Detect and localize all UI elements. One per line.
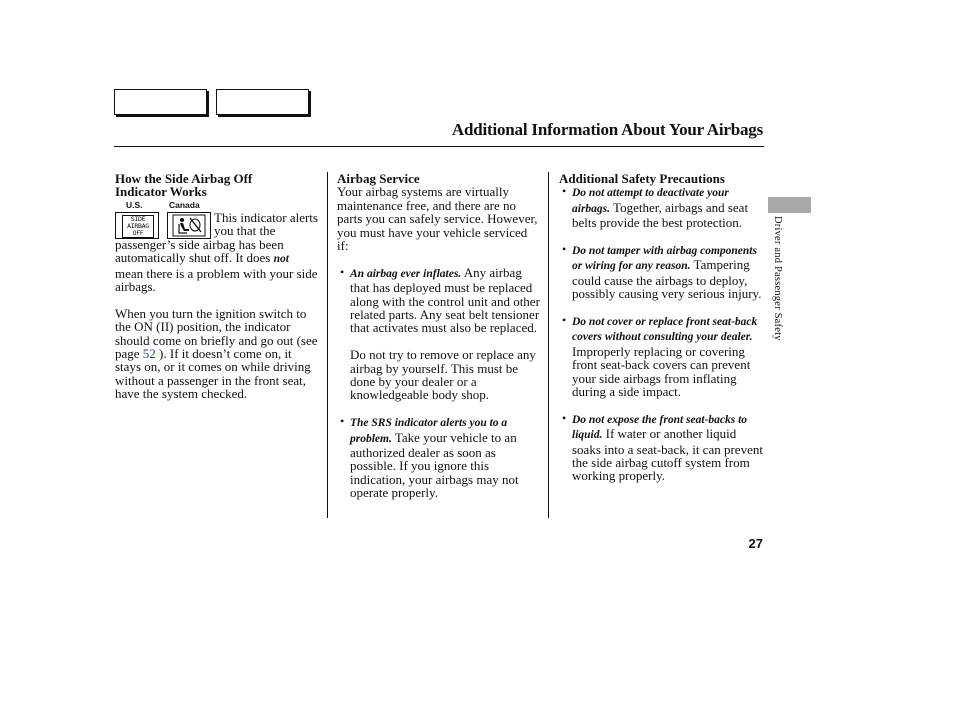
indicator-description	[115, 211, 320, 401]
indicator-paragraph-1: This indicator alerts you that the passenger’s side airbag has been automatically shut off. It does not mean there is a problem with your side airbags.	[115, 210, 318, 295]
list-item: • An airbag ever inflates. Any airbag that has deployed must be replaced along with the control unit and other related parts. Any seat belt tensioner that activates must also be replaced. Do not try to remove or replace any airbag by yourself. This must be done by your dealer or a knowledgeable body shop.	[337, 266, 542, 415]
column-airbag-service	[337, 172, 542, 500]
list-item: • Do not expose the front seat-backs to liquid. If water or another liquid soaks into a seat-back, it can prevent the side airbag cutoff system from working properly.	[559, 412, 764, 483]
page-link-52[interactable]: 52	[142, 346, 156, 362]
column-divider-2	[548, 172, 549, 518]
section-heading-airbag-service: Airbag Service	[337, 171, 420, 186]
title-divider	[114, 146, 764, 147]
page-title: Additional Information About Your Airbags	[451, 120, 763, 139]
section-heading-safety-precautions: Additional Safety Precautions	[559, 171, 725, 186]
list-item: • Do not tamper with airbag components or wiring for any reason. Tampering could cause the airbags to deploy, possibly causing very serious injury.	[559, 243, 764, 314]
list-item: • Do not attempt to deactivate your airbags. Together, airbags and seat belts provide the best protection.	[559, 185, 764, 243]
airbag-service-intro: Your airbag systems are virtually maintenance free, and there are no parts you can safely service. However, you must have your vehicle serviced if:	[337, 184, 538, 254]
section-tab-marker[interactable]	[768, 197, 811, 213]
list-item: • The SRS indicator alerts you to a problem. Take your vehicle to an authorized dealer as soon as possible. If you ignore this indication, your airbags may not operate properly.	[337, 415, 542, 499]
side-section-label: Driver and Passenger Safety	[772, 216, 783, 341]
page-number: 27	[748, 536, 763, 551]
column-divider-1	[327, 172, 328, 518]
airbag-service-list	[337, 266, 542, 500]
nav-button-1[interactable]	[114, 89, 207, 115]
section-heading-indicator: How the Side Airbag Off Indicator Works	[115, 171, 253, 200]
safety-precautions-list	[559, 185, 764, 482]
column-safety-precautions	[559, 172, 764, 483]
indicator-paragraph-2: When you turn the ignition switch to the ON (II) position, the indicator should come on briefly and go out (see page 52 ). If it doesn’t come on, it stays on, or it comes on while driving without a passenger in the front seat, have the system checked.	[115, 305, 318, 402]
label-us: U.S.	[126, 199, 143, 210]
list-item: • Do not cover or replace front seat-back covers without consulting your dealer. Improperly replacing or covering front seat-back covers can prevent your side airbags from inflating during a side impact.	[559, 314, 764, 412]
nav-button-2[interactable]	[216, 89, 309, 115]
indicator-us-text: SIDE AIRBAG OFF	[122, 215, 154, 238]
label-canada: Canada	[169, 199, 200, 210]
